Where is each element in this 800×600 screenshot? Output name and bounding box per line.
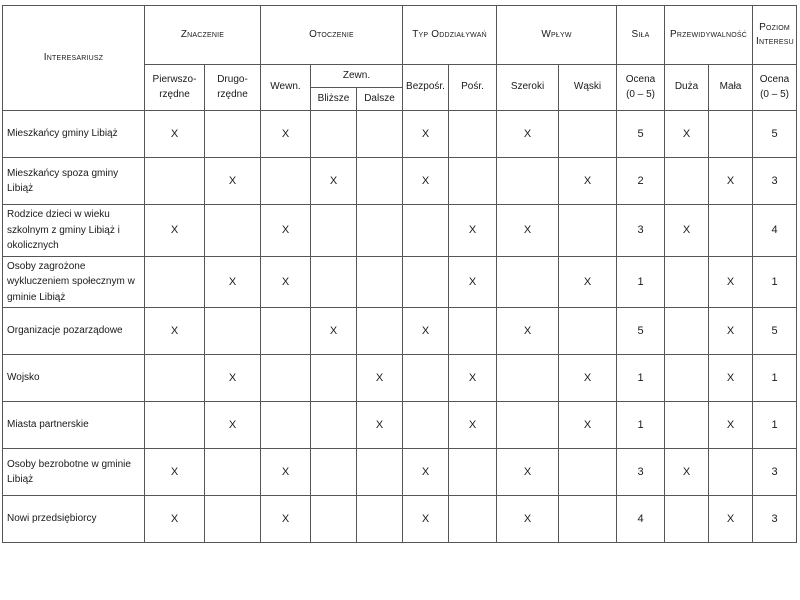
cell — [403, 402, 449, 449]
table-row — [3, 449, 797, 496]
cell: X — [709, 402, 753, 449]
cell — [665, 355, 709, 402]
cell: 5 — [753, 308, 797, 355]
cell — [449, 158, 497, 205]
cell: 5 — [617, 308, 665, 355]
cell: X — [497, 308, 559, 355]
cell — [145, 402, 205, 449]
cell: X — [665, 449, 709, 496]
cell: X — [449, 256, 497, 308]
cell — [709, 205, 753, 257]
cell — [311, 449, 357, 496]
cell — [559, 308, 617, 355]
cell: X — [403, 308, 449, 355]
cell: 1 — [617, 402, 665, 449]
table-row — [3, 308, 797, 355]
cell — [449, 111, 497, 158]
cell: X — [559, 158, 617, 205]
stakeholder-name: Organizacje pozarządowe — [3, 308, 145, 355]
cell: X — [497, 111, 559, 158]
cell — [261, 308, 311, 355]
cell — [559, 449, 617, 496]
cell — [311, 111, 357, 158]
cell: X — [665, 205, 709, 257]
header-otoczenie: Otoczenie — [261, 6, 403, 65]
header-duza: Duża — [665, 65, 709, 111]
header-wewn: Wewn. — [261, 65, 311, 111]
cell: 3 — [753, 158, 797, 205]
cell: X — [145, 205, 205, 257]
cell: X — [449, 205, 497, 257]
header-poziom-interesu: Poziom Interesu — [753, 6, 797, 65]
header-interesariusz: Interesariusz — [3, 6, 145, 111]
header-szeroki: Szeroki — [497, 65, 559, 111]
cell: 1 — [753, 256, 797, 308]
cell: X — [205, 158, 261, 205]
header-ocena-sila: Ocena (0 – 5) — [617, 65, 665, 111]
cell: 4 — [617, 496, 665, 543]
cell — [403, 205, 449, 257]
header-posr: Pośr. — [449, 65, 497, 111]
cell: X — [559, 355, 617, 402]
cell — [205, 449, 261, 496]
cell: X — [311, 158, 357, 205]
table-row — [3, 256, 797, 308]
cell: X — [145, 496, 205, 543]
cell: 3 — [753, 449, 797, 496]
cell — [559, 111, 617, 158]
header-bezposr: Bezpośr. — [403, 65, 449, 111]
stakeholder-name: Wojsko — [3, 355, 145, 402]
header-sila: Siła — [617, 6, 665, 65]
cell — [449, 308, 497, 355]
header-mala: Mała — [709, 65, 753, 111]
cell — [311, 205, 357, 257]
table-row — [3, 402, 797, 449]
stakeholder-name: Osoby bezrobotne w gminie Libiąż — [3, 449, 145, 496]
cell — [357, 205, 403, 257]
cell: X — [403, 496, 449, 543]
stakeholder-name: Mieszkańcy gminy Libiąż — [3, 111, 145, 158]
cell: X — [357, 355, 403, 402]
cell: 5 — [617, 111, 665, 158]
cell: 4 — [753, 205, 797, 257]
cell: X — [261, 449, 311, 496]
cell — [665, 402, 709, 449]
cell — [449, 496, 497, 543]
cell: X — [205, 256, 261, 308]
header-wplyw: Wpływ — [497, 6, 617, 65]
table-row — [3, 496, 797, 543]
cell: X — [709, 158, 753, 205]
cell: 1 — [617, 355, 665, 402]
cell — [261, 158, 311, 205]
cell — [311, 496, 357, 543]
stakeholder-name: Mieszkańcy spoza gminy Libiąż — [3, 158, 145, 205]
cell — [145, 256, 205, 308]
cell: X — [449, 355, 497, 402]
cell: X — [709, 355, 753, 402]
cell: X — [403, 158, 449, 205]
cell — [559, 205, 617, 257]
cell — [311, 402, 357, 449]
cell: X — [709, 496, 753, 543]
cell: 3 — [753, 496, 797, 543]
header-waski: Wąski — [559, 65, 617, 111]
cell: X — [497, 205, 559, 257]
cell: X — [709, 308, 753, 355]
stakeholder-name: Nowi przedsiębiorcy — [3, 496, 145, 543]
cell — [311, 355, 357, 402]
header-przewidywalnosc: Przewidywalność — [665, 6, 753, 65]
cell — [357, 308, 403, 355]
cell: X — [145, 111, 205, 158]
cell — [145, 355, 205, 402]
cell — [497, 256, 559, 308]
cell — [205, 308, 261, 355]
cell: X — [145, 308, 205, 355]
cell — [261, 402, 311, 449]
cell — [497, 158, 559, 205]
cell: 1 — [753, 355, 797, 402]
cell: X — [403, 449, 449, 496]
cell — [709, 111, 753, 158]
cell — [403, 355, 449, 402]
cell — [665, 256, 709, 308]
header-blizsze: Bliższe — [311, 88, 357, 111]
header-drugorzedne: Drugo-rzędne — [205, 65, 261, 111]
cell: X — [311, 308, 357, 355]
cell — [205, 205, 261, 257]
cell: X — [403, 111, 449, 158]
cell: X — [357, 402, 403, 449]
cell — [145, 158, 205, 205]
header-dalsze: Dalsze — [357, 88, 403, 111]
stakeholder-table — [2, 5, 797, 543]
cell: X — [449, 402, 497, 449]
header-znaczenie: Znaczenie — [145, 6, 261, 65]
header-ocena-poziom: Ocena (0 – 5) — [753, 65, 797, 111]
cell — [205, 496, 261, 543]
stakeholder-name: Rodzice dzieci w wieku szkolnym z gminy Libiąż i okolicznych — [3, 205, 145, 257]
cell: 3 — [617, 449, 665, 496]
cell — [559, 496, 617, 543]
cell: X — [261, 111, 311, 158]
table-row — [3, 111, 797, 158]
cell: 1 — [753, 402, 797, 449]
cell — [403, 256, 449, 308]
cell: X — [145, 449, 205, 496]
cell: 3 — [617, 205, 665, 257]
cell: X — [665, 111, 709, 158]
table-row — [3, 205, 797, 257]
cell — [357, 449, 403, 496]
cell — [709, 449, 753, 496]
cell — [665, 158, 709, 205]
cell — [261, 355, 311, 402]
cell: X — [205, 355, 261, 402]
cell: 2 — [617, 158, 665, 205]
header-pierwszorzedne: Pierwszo-rzędne — [145, 65, 205, 111]
cell — [357, 111, 403, 158]
cell — [357, 496, 403, 543]
cell: X — [205, 402, 261, 449]
cell: X — [559, 256, 617, 308]
cell: X — [709, 256, 753, 308]
cell: 5 — [753, 111, 797, 158]
cell — [311, 256, 357, 308]
cell — [449, 449, 497, 496]
cell: X — [559, 402, 617, 449]
cell — [357, 158, 403, 205]
cell: X — [261, 205, 311, 257]
cell — [205, 111, 261, 158]
table-row — [3, 355, 797, 402]
cell — [665, 496, 709, 543]
cell: X — [497, 449, 559, 496]
cell — [357, 256, 403, 308]
cell: X — [261, 496, 311, 543]
stakeholder-name: Osoby zagrożone wykluczeniem społecznym w gminie Libiąż — [3, 256, 145, 308]
cell: X — [497, 496, 559, 543]
cell — [665, 308, 709, 355]
header-zewn: Zewn. — [311, 65, 403, 88]
table-row — [3, 158, 797, 205]
cell — [497, 355, 559, 402]
cell: X — [261, 256, 311, 308]
header-typ-oddzialywan: Typ Oddziaływań — [403, 6, 497, 65]
cell — [497, 402, 559, 449]
stakeholder-name: Miasta partnerskie — [3, 402, 145, 449]
cell: 1 — [617, 256, 665, 308]
